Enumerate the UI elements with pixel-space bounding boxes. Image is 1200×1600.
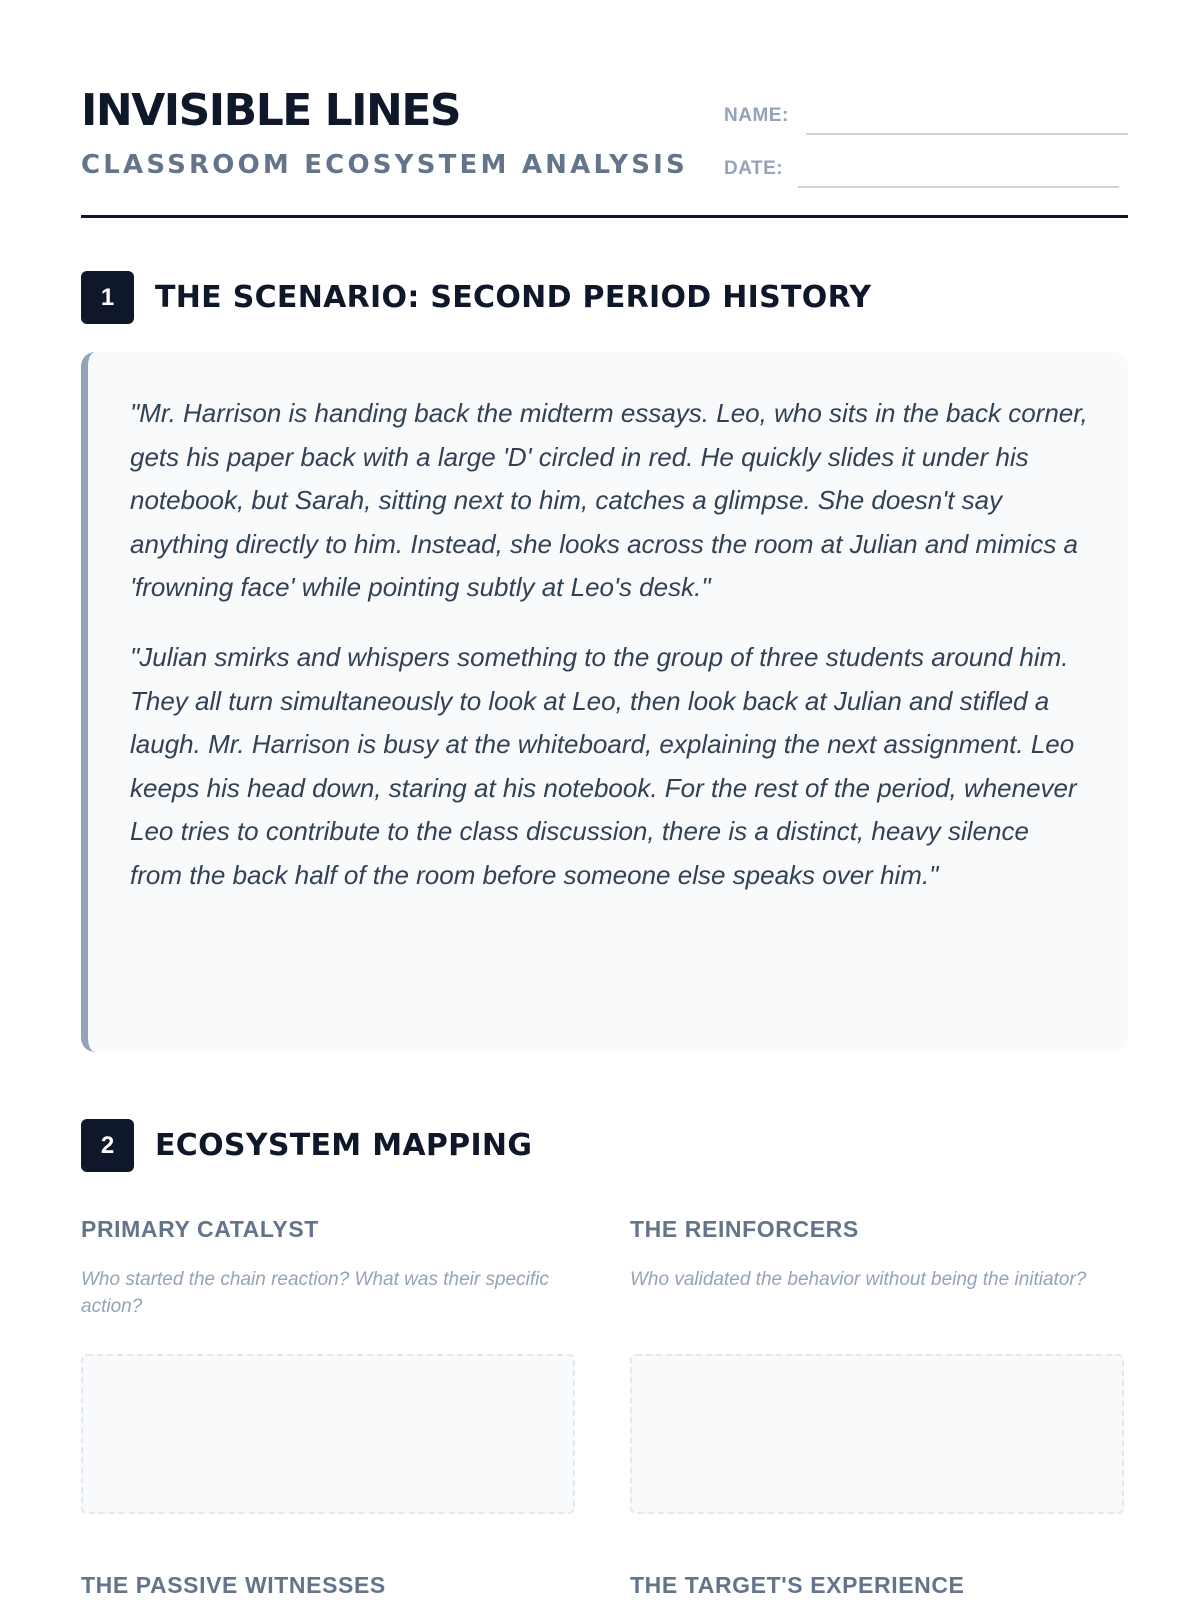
scenario-paragraph: "Julian smirks and whispers something to the group of three students around him. They all turn simultaneously to look at Leo, then look back at Julian and stifled a laugh. Mr. Harrison is busy at the whiteboard, explaining the next assignment. Leo keeps his head down, staring at his notebook. For the rest of the period, whenever Leo tries to contribute to the class discussion, there is a distinct, heavy silence from the back half of the room before someone else speaks over him." <box>130 641 1077 890</box>
answer-box-primary-catalyst[interactable] <box>81 1354 575 1514</box>
field-reinforcers <box>630 1214 1124 1514</box>
date-write-line[interactable] <box>798 186 1119 188</box>
field-help-text: Who validated the behavior without being the initiator? <box>630 1269 1087 1290</box>
section-title: THE SCENARIO: SECOND PERIOD HISTORY <box>155 280 872 315</box>
field-target-experience <box>630 1570 1124 1600</box>
field-label: THE PASSIVE WITNESSES <box>81 1572 386 1598</box>
date-field[interactable] <box>724 154 1119 188</box>
field-passive-witnesses <box>81 1570 575 1600</box>
field-label: THE REINFORCERS <box>630 1216 859 1242</box>
answer-box-reinforcers[interactable] <box>630 1354 1124 1514</box>
section-number-badge: 2 <box>81 1119 134 1172</box>
worksheet-page <box>81 0 1128 1600</box>
section-scenario-heading <box>81 271 1128 325</box>
name-field[interactable] <box>724 101 1128 135</box>
field-label: THE TARGET'S EXPERIENCE <box>630 1572 965 1598</box>
scenario-paragraph: "Mr. Harrison is handing back the midterm essays. Leo, who sits in the back corner, gets his paper back with a large 'D' circled in red. He quickly slides it under his notebook, but Sarah, sitting next to him, catches a glimpse. She doesn't say anything directly to him. Instead, she looks across the room at Julian and mimics a 'frowning face' while pointing subtly at Leo's desk." <box>130 398 1088 603</box>
scenario-box <box>81 352 1128 1052</box>
field-help-text: Who started the chain reaction? What was their specific action? <box>81 1269 549 1317</box>
name-write-line[interactable] <box>806 133 1128 135</box>
section-title: ECOSYSTEM MAPPING <box>155 1128 533 1163</box>
worksheet-title: INVISIBLE LINES <box>81 85 461 136</box>
date-label: DATE: <box>724 158 784 179</box>
name-label: NAME: <box>724 105 789 126</box>
worksheet-header <box>81 84 1128 218</box>
section-mapping-heading <box>81 1119 1128 1173</box>
field-label: PRIMARY CATALYST <box>81 1216 319 1242</box>
field-primary-catalyst <box>81 1214 575 1514</box>
section-number-badge: 1 <box>81 271 134 324</box>
worksheet-subtitle: CLASSROOM ECOSYSTEM ANALYSIS <box>81 150 688 180</box>
